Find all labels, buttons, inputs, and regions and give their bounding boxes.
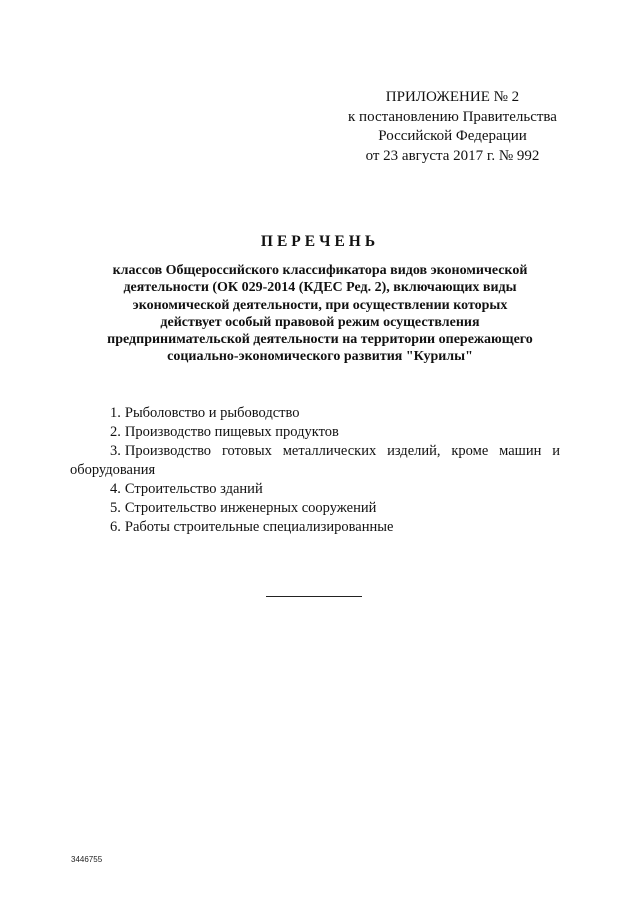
list-item — [70, 499, 560, 518]
document-number: 3446755 — [71, 855, 103, 864]
list-item-text: Работы строительные специализированные — [124, 519, 394, 535]
list-item — [70, 442, 560, 480]
list-item-number: 4. — [110, 481, 121, 497]
list-item-number: 3. — [110, 443, 121, 459]
list-item — [70, 404, 560, 423]
list-item-text: Рыболовство и рыбоводство — [124, 405, 300, 421]
document-subtitle — [70, 262, 570, 366]
list-item — [70, 518, 560, 537]
subtitle-line: предпринимательской деятельности на территории опережающего — [107, 332, 533, 348]
list-item-text: Строительство инженерных сооружений — [124, 500, 377, 516]
list-item-number: 5. — [110, 500, 121, 516]
appendix-line-date-number: от 23 августа 2017 г. № 992 — [365, 147, 540, 164]
subtitle-line: деятельности (ОК 029-2014 (КДЕС Ред. 2), включающих виды — [123, 280, 517, 296]
list-item — [70, 423, 560, 442]
list-item-text: Строительство зданий — [124, 481, 263, 497]
document-heading: ПЕРЕЧЕНЬ — [260, 233, 380, 250]
subtitle-line: экономической деятельности, при осуществлении которых — [132, 297, 508, 313]
list-item-text: Производство пищевых продуктов — [124, 424, 339, 440]
subtitle-line: классов Общероссийского классификатора видов экономической — [112, 263, 528, 278]
list-item-text: Производство готовых металлических изделий, кроме машин и оборудования — [70, 443, 560, 478]
list-item-number: 2. — [110, 424, 121, 440]
list-item — [70, 480, 560, 499]
end-rule — [266, 596, 362, 597]
subtitle-line: действует особый правовой режим осуществления — [160, 314, 480, 330]
list-item-number: 1. — [110, 405, 121, 421]
appendix-line-country: Российской Федерации — [378, 128, 527, 144]
activity-list — [70, 404, 560, 537]
appendix-header — [330, 88, 575, 166]
list-item-number: 6. — [110, 519, 121, 535]
subtitle-line: социально-экономического развития "Курилы" — [167, 349, 473, 365]
appendix-title: ПРИЛОЖЕНИЕ № 2 — [385, 89, 520, 105]
appendix-line-decree: к постановлению Правительства — [348, 108, 557, 125]
